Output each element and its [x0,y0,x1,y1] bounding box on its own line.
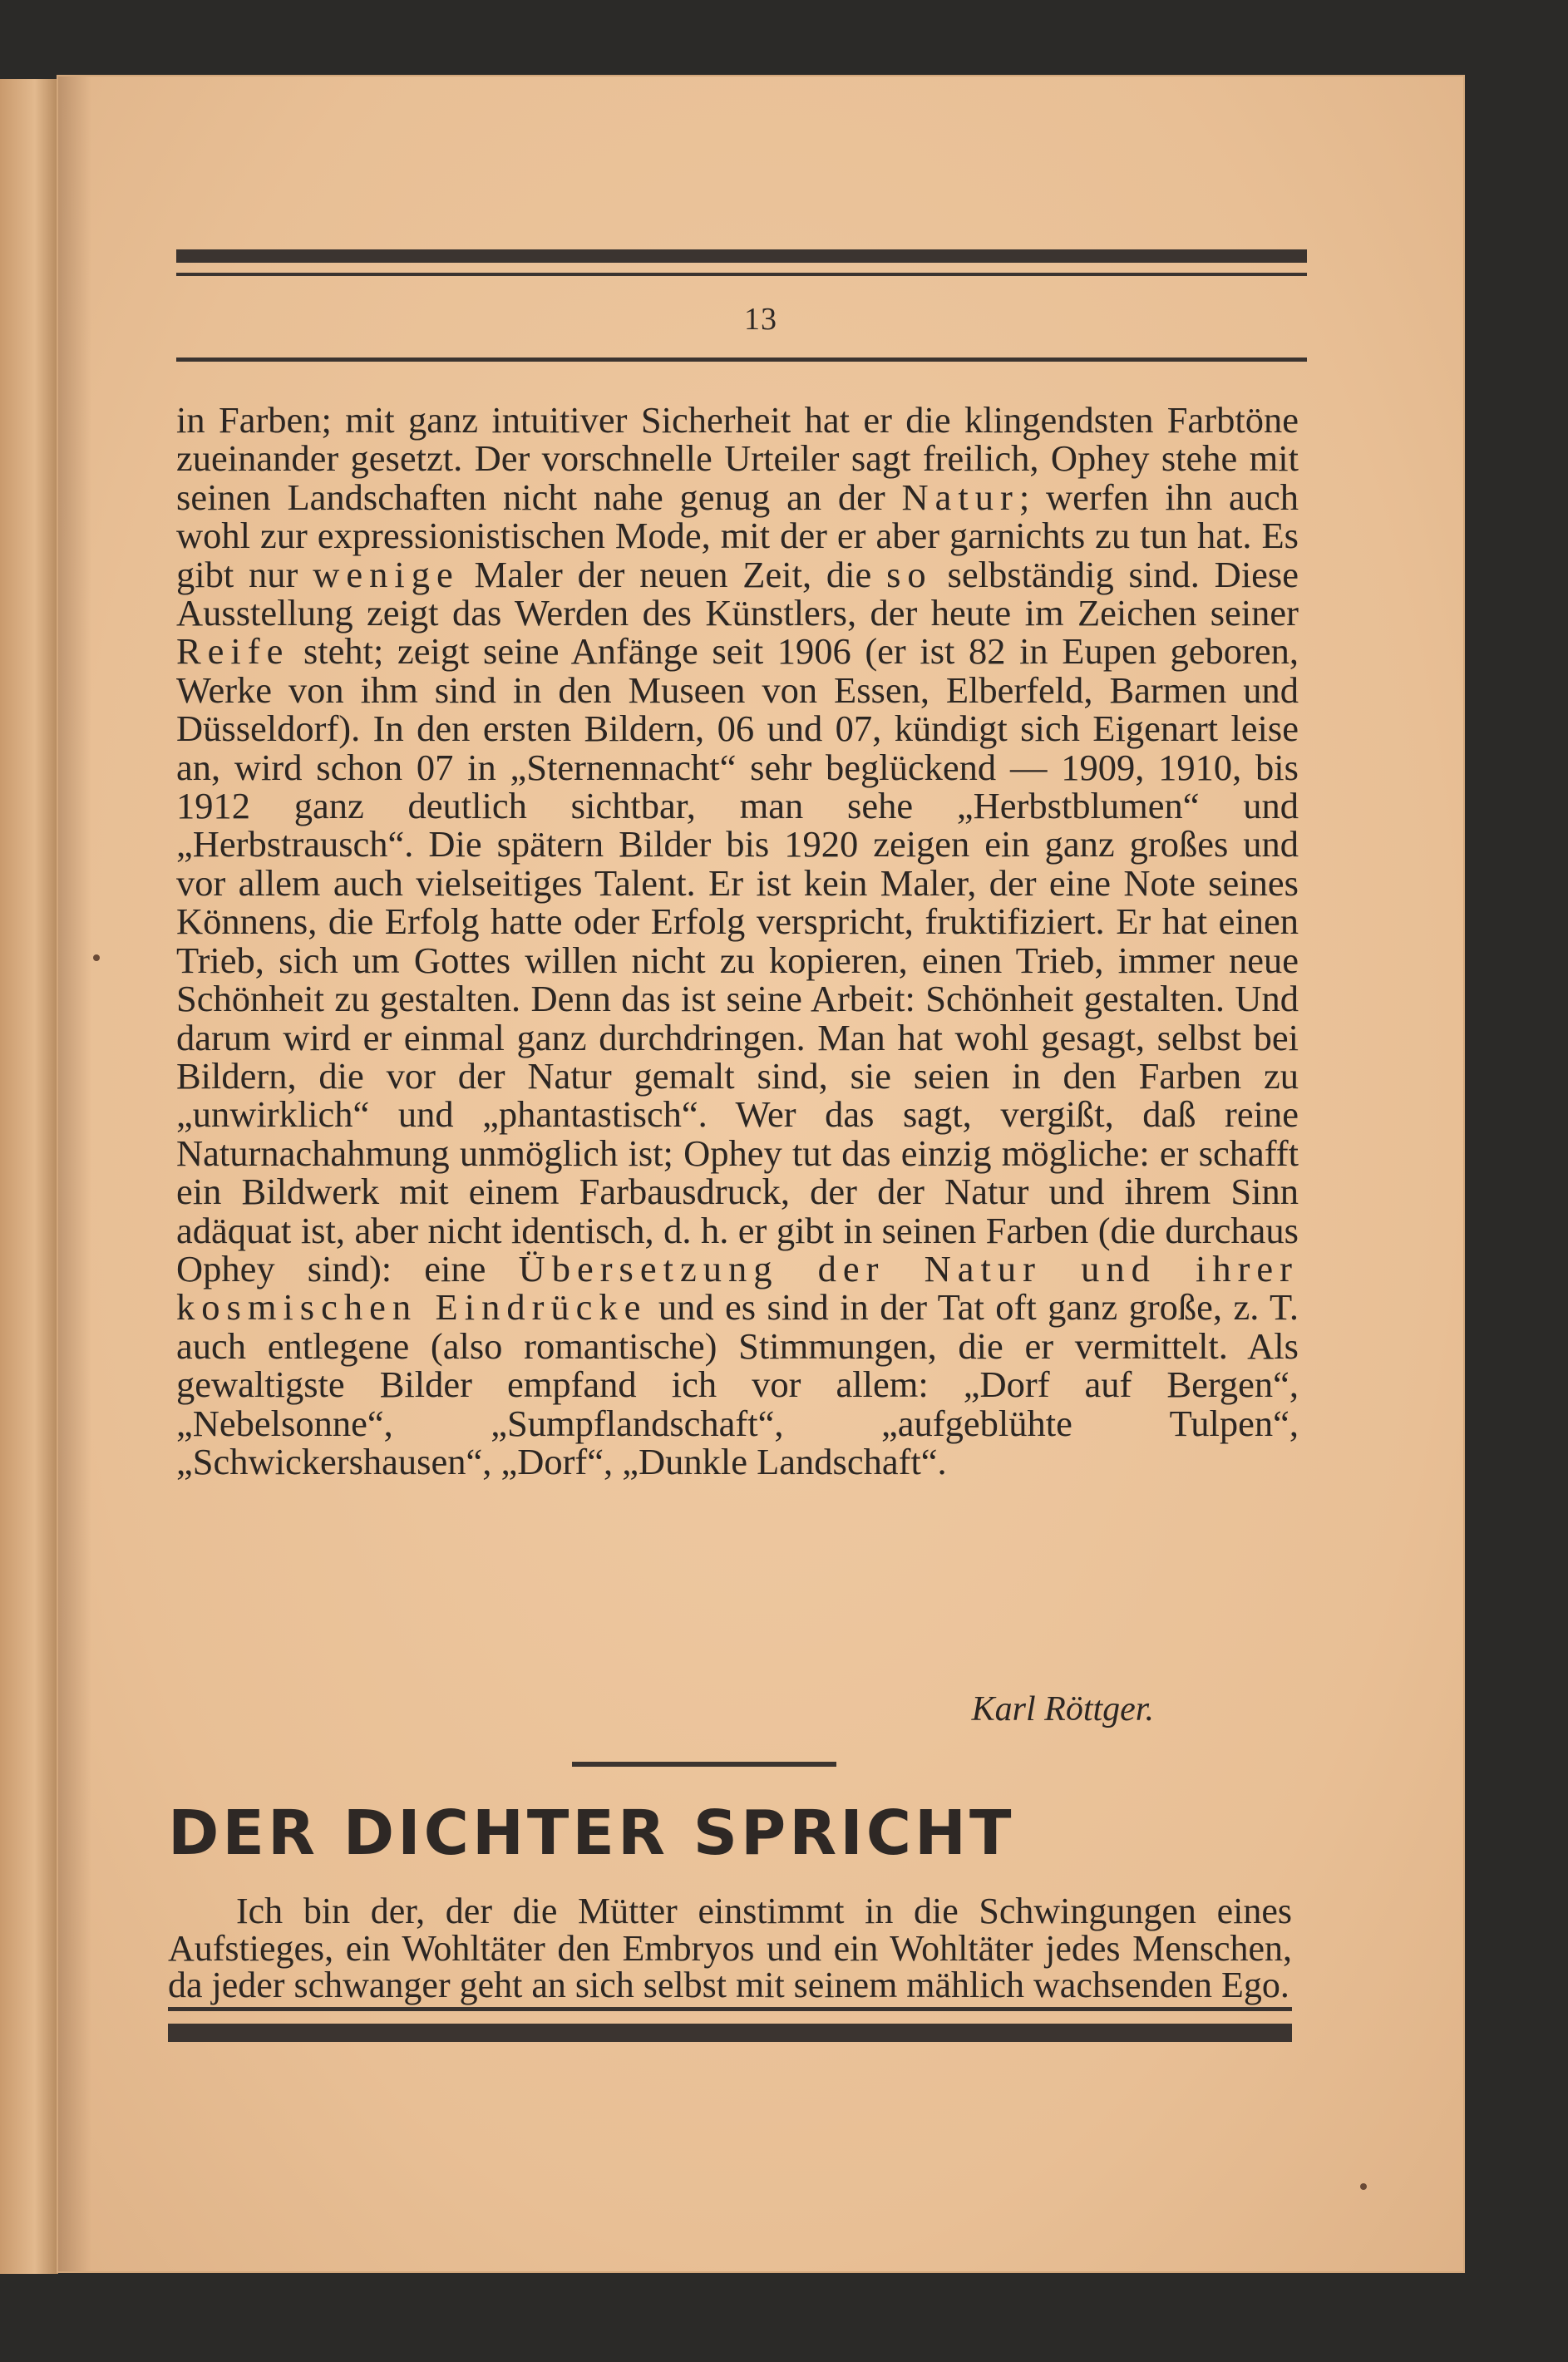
page-number: 13 [744,302,777,337]
section-title: DER DICHTER SPRICHT [168,1797,1015,1869]
article-paragraph: in Farben; mit ganz intuitiver Sicherheit hat er die klingendsten Farbtöne zueinander gesetzt. Der vorschnelle Urteiler sagt freilich, Ophey stehe mit seinen Landschaften nicht nahe genug an der Natur; werfen ihn auch wohl zur expressionistischen Mode, mit der er aber garnichts zu tun hat. Es gibt nur wenige Maler der neuen Zeit, die so selbständig sind. Diese Ausstellung zeigt das Werden des Künstlers, der heute im Zeichen seiner Reife steht; zeigt seine Anfänge seit 1906 (er ist 82 in Eupen geboren, Werke von ihm sind in den Museen von Essen, Elberfeld, Barmen und Düsseldorf). In den ersten Bildern, 06 und 07, kündigt sich Eigenart leise an, wird schon 07 in „Sternennacht“ sehr beglückend — 1909, 1910, bis 1912 ganz deutlich sichtbar, man sehe „Herbstblumen“ und „Herbstrausch“. Die spätern Bilder bis 1920 zeigen ein ganz großes und vor allem auch vielseitiges Talent. Er ist kein Maler, der eine Note seines Könnens, die Erfolg hatte oder Erfolg verspricht, fruktifiziert. Er hat einen Trieb, sich um Gottes willen nicht zu kopieren, einen Trieb, immer neue Schönheit zu gestalten. Denn das ist seine Arbeit: Schönheit gestalten. Und darum wird er einmal ganz durchdringen. Man hat wohl gesagt, selbst bei Bildern, die vor der Natur gemalt sind, sie seien in den Farben zu „unwirklich“ und „phantastisch“. Wer das sagt, vergißt, daß reine Naturnachahmung unmöglich ist; Ophey tut das einzig mögliche: er schafft ein Bildwerk mit einem Farbausdruck, der der Natur und ihrem Sinn adäquat ist, aber nicht identisch, d. h. er gibt in seinen Farben (die durchaus Ophey sind): eine Übersetzung der Natur und ihrer kosmischen Eindrücke und es sind in der Tat oft ganz große, z. T. auch entlegene (also romantische) Stimmungen, die er vermittelt. Als gewaltigste Bilder empfand ich vor allem: „Dorf auf Bergen“, „Nebelsonne“, „Sumpflandschaft“, „aufgeblühte Tulpen“, „Schwickershausen“, „Dorf“, „Dunkle Landschaft“. [176,399,1299,1482]
bottom-rule-thin [168,2007,1292,2011]
article-body [176,401,1299,1481]
left-page-edge [0,79,58,2274]
paper-speck [93,954,100,961]
section-text: Ich bin der, der die Mütter einstimmt in die Schwingungen eines Aufstieges, ein Wohltäter den Embryos und ein Wohltäter jedes Menschen, da jeder schwanger geht an sich selbst mit seinem mählich wachsenden Ego. [168,1891,1292,2005]
paper-speck [1360,2183,1367,2190]
author-signature: Karl Röttger. [971,1690,1154,1728]
top-rule-thin [176,273,1307,276]
gutter-shadow [58,76,91,2271]
section-divider [572,1762,836,1767]
bottom-rule-thick [168,2024,1292,2042]
book-page [58,76,1463,2271]
top-rule-thick [176,249,1307,263]
header-underline [176,358,1307,362]
